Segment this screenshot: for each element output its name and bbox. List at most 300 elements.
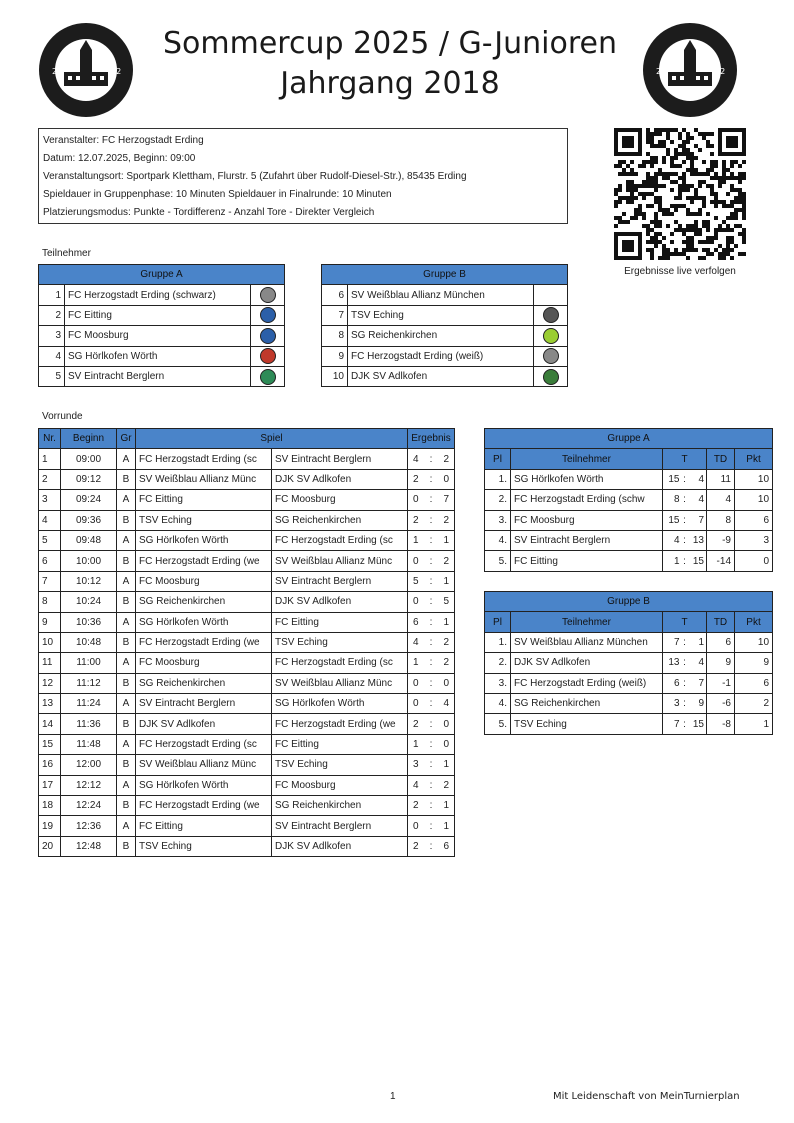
match-home-team: FC Herzogstadt Erding (we xyxy=(136,632,272,652)
standings-points: 3 xyxy=(735,530,773,550)
match-row xyxy=(39,653,455,673)
match-group: A xyxy=(117,734,136,754)
match-score-separator: : xyxy=(424,653,439,673)
team-emblem-icon xyxy=(260,369,276,385)
match-away-goals: 1 xyxy=(439,571,455,591)
standings-place: 5. xyxy=(485,714,511,734)
match-number: 17 xyxy=(39,775,61,795)
match-time: 11:36 xyxy=(61,714,117,734)
standings-goals-against: 4 xyxy=(689,490,707,510)
match-number: 7 xyxy=(39,571,61,591)
standings-goal-separator: : xyxy=(681,469,689,489)
match-group: A xyxy=(117,571,136,591)
match-time: 10:00 xyxy=(61,551,117,571)
match-home-team: FC Herzogstadt Erding (we xyxy=(136,551,272,571)
match-number: 1 xyxy=(39,449,61,469)
team-emblem-cell xyxy=(534,285,568,305)
match-number: 14 xyxy=(39,714,61,734)
match-group: B xyxy=(117,836,136,856)
match-home-team: DJK SV Adlkofen xyxy=(136,714,272,734)
match-number: 2 xyxy=(39,469,61,489)
team-emblem-cell xyxy=(534,366,568,386)
standings-header-goals: T xyxy=(663,612,707,632)
svg-text:20: 20 xyxy=(656,67,667,76)
team-name: FC Herzogstadt Erding (weiß) xyxy=(348,346,534,366)
standings-team: FC Eitting xyxy=(511,551,663,571)
match-time: 10:12 xyxy=(61,571,117,591)
team-emblem-cell xyxy=(251,326,285,346)
match-away-team: SG Hörlkofen Wörth xyxy=(272,694,408,714)
schedule-header-match: Spiel xyxy=(136,429,408,449)
match-away-goals: 1 xyxy=(439,612,455,632)
standings-place: 5. xyxy=(485,551,511,571)
match-away-team: FC Herzogstadt Erding (we xyxy=(272,714,408,734)
team-name: TSV Eching xyxy=(348,305,534,325)
team-name: SG Hörlkofen Wörth xyxy=(65,346,251,366)
match-row xyxy=(39,490,455,510)
match-number: 9 xyxy=(39,612,61,632)
match-away-goals: 7 xyxy=(439,490,455,510)
standings-goal-diff: -9 xyxy=(707,530,735,550)
team-number: 5 xyxy=(39,366,65,386)
match-home-team: SV Weißblau Allianz Münc xyxy=(136,755,272,775)
match-row xyxy=(39,632,455,652)
standings-goals-for: 13 xyxy=(663,653,681,673)
match-home-team: FC Herzogstadt Erding (sc xyxy=(136,449,272,469)
match-row xyxy=(39,734,455,754)
match-home-goals: 5 xyxy=(408,571,424,591)
match-away-team: SG Reichenkirchen xyxy=(272,510,408,530)
match-group: A xyxy=(117,490,136,510)
match-home-team: TSV Eching xyxy=(136,836,272,856)
match-away-team: SV Eintracht Berglern xyxy=(272,449,408,469)
match-score-separator: : xyxy=(424,592,439,612)
team-name: FC Moosburg xyxy=(65,326,251,346)
standings-goal-diff: 6 xyxy=(707,632,735,652)
standings-header-place: Pl xyxy=(485,612,511,632)
standings-goal-separator: : xyxy=(681,551,689,571)
match-time: 12:36 xyxy=(61,816,117,836)
match-home-goals: 3 xyxy=(408,755,424,775)
team-emblem-icon xyxy=(543,287,559,303)
standings-row xyxy=(485,469,773,489)
standings-points: 1 xyxy=(735,714,773,734)
page-title xyxy=(140,24,640,104)
standings-goal-diff: 8 xyxy=(707,510,735,530)
match-away-goals: 2 xyxy=(439,551,455,571)
match-time: 09:12 xyxy=(61,469,117,489)
match-group: A xyxy=(117,653,136,673)
match-home-team: SG Hörlkofen Wörth xyxy=(136,530,272,550)
match-row xyxy=(39,592,455,612)
match-time: 12:12 xyxy=(61,775,117,795)
standings-goal-diff: -6 xyxy=(707,693,735,713)
standings-goals-for: 7 xyxy=(663,714,681,734)
match-row xyxy=(39,510,455,530)
match-number: 10 xyxy=(39,632,61,652)
match-time: 10:48 xyxy=(61,632,117,652)
match-score-separator: : xyxy=(424,510,439,530)
match-home-team: SG Reichenkirchen xyxy=(136,592,272,612)
match-home-team: TSV Eching xyxy=(136,510,272,530)
match-time: 12:00 xyxy=(61,755,117,775)
standings-header-team: Teilnehmer xyxy=(511,449,663,469)
standings-goals-against: 1 xyxy=(689,632,707,652)
match-score-separator: : xyxy=(424,796,439,816)
team-number: 4 xyxy=(39,346,65,366)
match-home-goals: 4 xyxy=(408,775,424,795)
match-number: 4 xyxy=(39,510,61,530)
match-away-team: DJK SV Adlkofen xyxy=(272,592,408,612)
match-away-team: FC Moosburg xyxy=(272,775,408,795)
match-home-team: SG Reichenkirchen xyxy=(136,673,272,693)
match-score-separator: : xyxy=(424,694,439,714)
page-number: 1 xyxy=(390,1091,396,1102)
standings-team: FC Herzogstadt Erding (weiß) xyxy=(511,673,663,693)
match-time: 11:12 xyxy=(61,673,117,693)
match-number: 15 xyxy=(39,734,61,754)
match-row xyxy=(39,694,455,714)
team-row xyxy=(39,285,285,305)
team-row xyxy=(39,346,285,366)
match-score-separator: : xyxy=(424,816,439,836)
match-score-separator: : xyxy=(424,551,439,571)
standings-team: TSV Eching xyxy=(511,714,663,734)
standings-place: 1. xyxy=(485,632,511,652)
match-away-goals: 2 xyxy=(439,775,455,795)
standings-row xyxy=(485,653,773,673)
match-away-team: DJK SV Adlkofen xyxy=(272,469,408,489)
match-score-separator: : xyxy=(424,490,439,510)
match-score-separator: : xyxy=(424,632,439,652)
standings-goal-separator: : xyxy=(681,530,689,550)
match-group: B xyxy=(117,796,136,816)
team-emblem-icon xyxy=(543,369,559,385)
match-number: 5 xyxy=(39,530,61,550)
standings-goal-separator: : xyxy=(681,693,689,713)
match-away-goals: 0 xyxy=(439,734,455,754)
match-home-goals: 2 xyxy=(408,714,424,734)
match-score-separator: : xyxy=(424,571,439,591)
standings-row xyxy=(485,693,773,713)
match-away-goals: 6 xyxy=(439,836,455,856)
qr-code[interactable] xyxy=(614,128,746,260)
standings-a-title: Gruppe A xyxy=(485,429,773,449)
match-row xyxy=(39,714,455,734)
svg-text:20: 20 xyxy=(52,67,63,76)
match-home-goals: 2 xyxy=(408,796,424,816)
team-name: FC Eitting xyxy=(65,305,251,325)
team-emblem-icon xyxy=(260,348,276,364)
standings-goal-separator: : xyxy=(681,673,689,693)
match-home-goals: 0 xyxy=(408,551,424,571)
match-score-separator: : xyxy=(424,469,439,489)
standings-goal-diff: -1 xyxy=(707,673,735,693)
match-away-team: FC Moosburg xyxy=(272,490,408,510)
team-row xyxy=(322,285,568,305)
match-home-team: SG Hörlkofen Wörth xyxy=(136,775,272,795)
match-away-team: FC Herzogstadt Erding (sc xyxy=(272,530,408,550)
match-away-team: SV Weißblau Allianz Münc xyxy=(272,551,408,571)
match-home-goals: 0 xyxy=(408,694,424,714)
standings-team: SG Reichenkirchen xyxy=(511,693,663,713)
standings-header-goals: T xyxy=(663,449,707,469)
match-number: 13 xyxy=(39,694,61,714)
standings-header-place: Pl xyxy=(485,449,511,469)
match-row xyxy=(39,530,455,550)
match-time: 09:48 xyxy=(61,530,117,550)
match-number: 8 xyxy=(39,592,61,612)
match-score-separator: : xyxy=(424,755,439,775)
team-name: FC Herzogstadt Erding (schwarz) xyxy=(65,285,251,305)
match-away-team: TSV Eching xyxy=(272,755,408,775)
standings-goal-separator: : xyxy=(681,632,689,652)
match-number: 19 xyxy=(39,816,61,836)
match-row xyxy=(39,755,455,775)
team-emblem-cell xyxy=(251,366,285,386)
team-emblem-icon xyxy=(260,287,276,303)
match-home-goals: 0 xyxy=(408,592,424,612)
team-row xyxy=(39,326,285,346)
standings-row xyxy=(485,530,773,550)
match-home-goals: 4 xyxy=(408,632,424,652)
standings-a-table xyxy=(484,428,773,572)
match-away-goals: 0 xyxy=(439,673,455,693)
team-emblem-cell xyxy=(534,326,568,346)
title-line-1: Sommercup 2025 / G-Junioren xyxy=(162,26,618,61)
match-home-goals: 1 xyxy=(408,734,424,754)
team-emblem-cell xyxy=(251,285,285,305)
team-number: 3 xyxy=(39,326,65,346)
team-emblem-cell xyxy=(251,346,285,366)
standings-goal-separator: : xyxy=(681,510,689,530)
match-group: B xyxy=(117,673,136,693)
match-time: 12:48 xyxy=(61,836,117,856)
match-row xyxy=(39,796,455,816)
team-emblem-icon xyxy=(543,328,559,344)
standings-header-goal-diff: TD xyxy=(707,449,735,469)
standings-row xyxy=(485,490,773,510)
standings-goals-against: 15 xyxy=(689,551,707,571)
match-number: 12 xyxy=(39,673,61,693)
schedule-header-result: Ergebnis xyxy=(408,429,455,449)
match-home-goals: 1 xyxy=(408,530,424,550)
info-date: Datum: 12.07.2025, Beginn: 09:00 xyxy=(43,153,196,164)
match-home-goals: 0 xyxy=(408,673,424,693)
standings-team: SG Hörlkofen Wörth xyxy=(511,469,663,489)
team-number: 2 xyxy=(39,305,65,325)
club-logo-left xyxy=(38,22,134,118)
match-number: 16 xyxy=(39,755,61,775)
standings-points: 0 xyxy=(735,551,773,571)
standings-header-row xyxy=(485,449,773,469)
match-home-team: FC Eitting xyxy=(136,816,272,836)
team-emblem-icon xyxy=(543,348,559,364)
match-row xyxy=(39,571,455,591)
standings-row xyxy=(485,714,773,734)
standings-goals-against: 7 xyxy=(689,510,707,530)
standings-goals-for: 8 xyxy=(663,490,681,510)
info-organizer: Veranstalter: FC Herzogstadt Erding xyxy=(43,135,204,146)
standings-place: 4. xyxy=(485,693,511,713)
standings-goal-separator: : xyxy=(681,653,689,673)
match-away-team: SV Weißblau Allianz Münc xyxy=(272,673,408,693)
match-time: 11:48 xyxy=(61,734,117,754)
standings-row xyxy=(485,632,773,652)
standings-goals-for: 1 xyxy=(663,551,681,571)
team-row xyxy=(39,305,285,325)
match-row xyxy=(39,775,455,795)
team-emblem-cell xyxy=(534,305,568,325)
match-score-separator: : xyxy=(424,775,439,795)
match-home-goals: 1 xyxy=(408,653,424,673)
standings-team: FC Herzogstadt Erding (schw xyxy=(511,490,663,510)
standings-points: 6 xyxy=(735,510,773,530)
svg-text:22: 22 xyxy=(715,67,726,76)
match-home-team: SV Eintracht Berglern xyxy=(136,694,272,714)
match-group: B xyxy=(117,551,136,571)
match-row xyxy=(39,836,455,856)
match-away-team: SG Reichenkirchen xyxy=(272,796,408,816)
match-group: A xyxy=(117,816,136,836)
match-group: B xyxy=(117,714,136,734)
prelim-label: Vorrunde xyxy=(42,411,83,422)
match-away-team: FC Eitting xyxy=(272,612,408,632)
standings-header-row xyxy=(485,612,773,632)
match-away-team: TSV Eching xyxy=(272,632,408,652)
match-group: A xyxy=(117,449,136,469)
standings-goals-against: 13 xyxy=(689,530,707,550)
match-away-team: SV Eintracht Berglern xyxy=(272,571,408,591)
match-away-goals: 1 xyxy=(439,816,455,836)
standings-row xyxy=(485,673,773,693)
standings-team: SV Eintracht Berglern xyxy=(511,530,663,550)
match-time: 09:24 xyxy=(61,490,117,510)
match-home-team: FC Herzogstadt Erding (we xyxy=(136,796,272,816)
match-group: B xyxy=(117,755,136,775)
match-time: 10:24 xyxy=(61,592,117,612)
match-number: 3 xyxy=(39,490,61,510)
match-time: 11:24 xyxy=(61,694,117,714)
standings-goals-for: 4 xyxy=(663,530,681,550)
team-emblem-icon xyxy=(543,307,559,323)
match-home-goals: 2 xyxy=(408,836,424,856)
match-away-goals: 0 xyxy=(439,469,455,489)
team-number: 8 xyxy=(322,326,348,346)
match-home-team: SG Hörlkofen Wörth xyxy=(136,612,272,632)
standings-points: 10 xyxy=(735,469,773,489)
schedule-header-group: Gr xyxy=(117,429,136,449)
team-row xyxy=(322,305,568,325)
match-score-separator: : xyxy=(424,530,439,550)
svg-text:22: 22 xyxy=(111,67,122,76)
tournament-info-box xyxy=(38,128,568,224)
match-away-goals: 1 xyxy=(439,755,455,775)
match-group: B xyxy=(117,592,136,612)
info-ranking: Platzierungsmodus: Punkte - Tordifferenz - Anzahl Tore - Direkter Vergleich xyxy=(43,207,375,218)
match-score-separator: : xyxy=(424,612,439,632)
standings-row xyxy=(485,510,773,530)
match-away-team: FC Herzogstadt Erding (sc xyxy=(272,653,408,673)
team-number: 6 xyxy=(322,285,348,305)
participants-label: Teilnehmer xyxy=(42,248,91,259)
group-a-table xyxy=(38,264,285,387)
match-score-separator: : xyxy=(424,449,439,469)
match-row xyxy=(39,449,455,469)
standings-place: 1. xyxy=(485,469,511,489)
standings-b-title: Gruppe B xyxy=(485,592,773,612)
standings-place: 3. xyxy=(485,510,511,530)
match-away-goals: 4 xyxy=(439,694,455,714)
standings-b-table xyxy=(484,591,773,735)
match-home-team: FC Eitting xyxy=(136,490,272,510)
team-number: 10 xyxy=(322,366,348,386)
match-home-goals: 6 xyxy=(408,612,424,632)
team-row xyxy=(39,366,285,386)
match-row xyxy=(39,673,455,693)
match-home-goals: 0 xyxy=(408,490,424,510)
info-venue: Veranstaltungsort: Sportpark Klettham, Flurstr. 5 (Zufahrt über Rudolf-Diesel-Str.), 85435 Erding xyxy=(43,171,467,182)
match-score-separator: : xyxy=(424,714,439,734)
standings-goals-for: 15 xyxy=(663,510,681,530)
standings-points: 2 xyxy=(735,693,773,713)
match-number: 18 xyxy=(39,796,61,816)
standings-goals-against: 7 xyxy=(689,673,707,693)
standings-place: 3. xyxy=(485,673,511,693)
standings-points: 10 xyxy=(735,632,773,652)
standings-goals-against: 4 xyxy=(689,653,707,673)
match-home-goals: 4 xyxy=(408,449,424,469)
standings-goal-diff: 4 xyxy=(707,490,735,510)
standings-goals-for: 3 xyxy=(663,693,681,713)
match-group: B xyxy=(117,632,136,652)
team-emblem-icon xyxy=(260,328,276,344)
footer-credit: Mit Leidenschaft von MeinTurnierplan xyxy=(553,1091,740,1102)
schedule-header-time: Beginn xyxy=(61,429,117,449)
standings-header-points: Pkt xyxy=(735,612,773,632)
team-emblem-cell xyxy=(534,346,568,366)
standings-points: 9 xyxy=(735,653,773,673)
match-away-goals: 2 xyxy=(439,510,455,530)
team-name: SV Eintracht Berglern xyxy=(65,366,251,386)
match-row xyxy=(39,469,455,489)
standings-place: 2. xyxy=(485,653,511,673)
match-score-separator: : xyxy=(424,836,439,856)
match-away-goals: 2 xyxy=(439,449,455,469)
standings-points: 6 xyxy=(735,673,773,693)
standings-team: SV Weißblau Allianz München xyxy=(511,632,663,652)
team-number: 9 xyxy=(322,346,348,366)
match-time: 10:36 xyxy=(61,612,117,632)
standings-goal-diff: -8 xyxy=(707,714,735,734)
match-group: A xyxy=(117,612,136,632)
schedule-header-nr: Nr. xyxy=(39,429,61,449)
standings-team: DJK SV Adlkofen xyxy=(511,653,663,673)
match-group: B xyxy=(117,510,136,530)
standings-goal-separator: : xyxy=(681,490,689,510)
match-home-team: FC Herzogstadt Erding (sc xyxy=(136,734,272,754)
match-score-separator: : xyxy=(424,673,439,693)
team-name: SV Weißblau Allianz München xyxy=(348,285,534,305)
match-number: 6 xyxy=(39,551,61,571)
match-away-goals: 5 xyxy=(439,592,455,612)
standings-row xyxy=(485,551,773,571)
match-row xyxy=(39,612,455,632)
match-home-team: SV Weißblau Allianz Münc xyxy=(136,469,272,489)
match-away-goals: 0 xyxy=(439,714,455,734)
club-logo-right xyxy=(642,22,738,118)
schedule-table xyxy=(38,428,455,857)
